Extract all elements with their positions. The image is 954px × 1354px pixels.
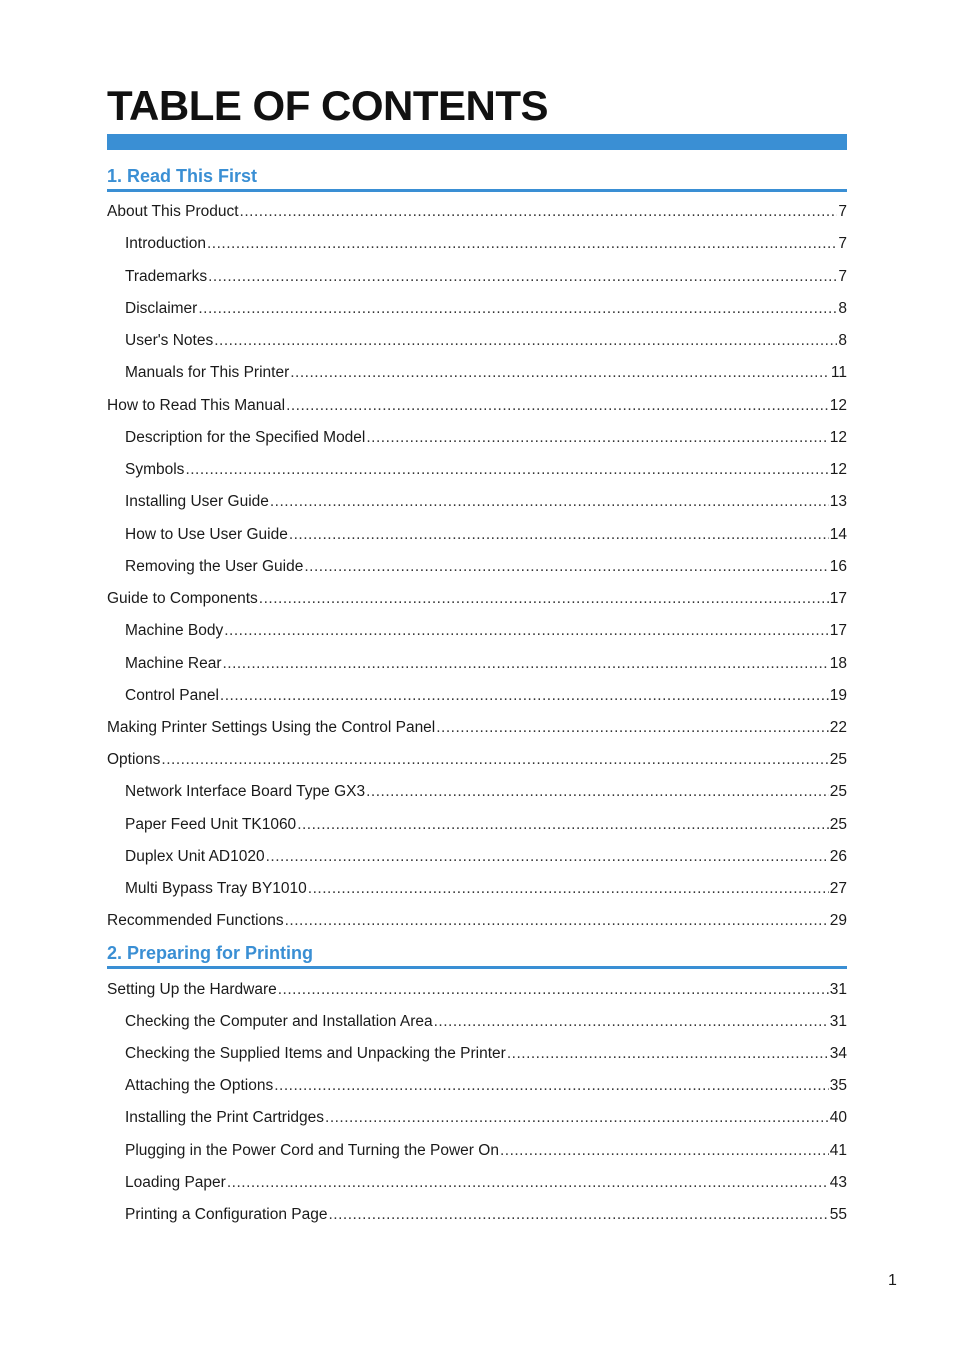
toc-entry-label: Machine Body [125,622,224,639]
toc-entry[interactable] [125,620,847,642]
dot-leader [208,266,837,288]
dot-leader [325,1107,829,1129]
toc-entry[interactable] [125,556,847,578]
toc-entry-label: Introduction [125,235,206,252]
toc-entry[interactable] [125,298,847,320]
toc-entry-label: Machine Rear [125,655,222,672]
toc-entry-label: Installing User Guide [125,493,269,510]
toc-entry-page: 8 [838,332,847,349]
toc-entry-label: Guide to Components [107,590,258,607]
toc-entry-page: 26 [829,848,847,865]
dot-leader [224,620,829,642]
toc-entry-label: Printing a Configuration Page [125,1206,328,1223]
toc-entry-label: User's Notes [125,332,214,349]
toc-entry[interactable] [125,685,847,707]
toc-entry[interactable] [125,1075,847,1097]
toc-entry[interactable] [107,395,847,417]
dot-leader [304,556,828,578]
dot-leader [198,298,837,320]
dot-leader [329,1204,829,1226]
dot-leader [274,1075,829,1097]
toc-entry-page: 11 [830,364,847,381]
toc-entry-page: 17 [829,622,847,639]
section-divider [107,189,847,192]
toc-entry[interactable] [125,491,847,513]
section-title[interactable]: 1. Read This First [107,166,258,186]
toc-entry-page: 14 [829,526,847,543]
toc-entry-page: 13 [829,493,847,510]
toc-entry[interactable] [125,233,847,255]
dot-leader [227,1172,829,1194]
dot-leader [308,878,829,900]
toc-entry[interactable] [125,846,847,868]
toc-entry-page: 29 [829,912,847,929]
toc-entry-label: Checking the Supplied Items and Unpacking the Printer [125,1045,506,1062]
dot-leader [507,1043,829,1065]
toc-entry[interactable] [125,459,847,481]
toc-entry[interactable] [107,910,847,932]
dot-leader [270,491,829,513]
dot-leader [266,846,829,868]
page-number: 1 [888,1272,897,1289]
toc-entry-page: 40 [829,1109,847,1126]
dot-leader [286,395,829,417]
toc-entry-page: 7 [838,268,847,285]
toc-entry-label: How to Use User Guide [125,526,288,543]
toc-entry[interactable] [107,201,847,223]
toc-entry[interactable] [125,1140,847,1162]
toc-entry-page: 43 [829,1174,847,1191]
toc-entry-label: Duplex Unit AD1020 [125,848,265,865]
dot-leader [214,330,837,352]
toc-entry-label: Removing the User Guide [125,558,304,575]
section-divider [107,966,847,969]
toc-entry-page: 7 [838,235,847,252]
toc-entry-label: Checking the Computer and Installation Area [125,1013,433,1030]
dot-leader [434,1011,829,1033]
dot-leader [285,910,829,932]
toc-entry[interactable] [125,524,847,546]
toc-entry-page: 31 [829,981,847,998]
toc-entry[interactable] [107,749,847,771]
toc-entry-page: 19 [829,687,847,704]
dot-leader [436,717,829,739]
section-header-1 [107,163,847,192]
toc-entry[interactable] [125,781,847,803]
toc-entry-page: 25 [829,816,847,833]
toc-entry-page: 55 [829,1206,847,1223]
toc-entry-label: Disclaimer [125,300,198,317]
toc-entry-page: 22 [829,719,847,736]
toc-entry[interactable] [125,878,847,900]
dot-leader [220,685,829,707]
toc-entry-label: Recommended Functions [107,912,284,929]
toc-entry-page: 17 [829,590,847,607]
toc-entry-page: 18 [829,655,847,672]
toc-entry[interactable] [125,1043,847,1065]
toc-entry[interactable] [107,979,847,1001]
dot-leader [290,362,830,384]
toc-entry[interactable] [125,653,847,675]
toc-entry-page: 35 [829,1077,847,1094]
toc-entry[interactable] [125,1011,847,1033]
toc-entry-label: Symbols [125,461,185,478]
toc-entry-page: 12 [829,429,847,446]
toc-entry-label: Description for the Specified Model [125,429,366,446]
toc-entry-label: Loading Paper [125,1174,226,1191]
toc-entry-label: Trademarks [125,268,208,285]
toc-entry[interactable] [125,814,847,836]
toc-entry-label: Paper Feed Unit TK1060 [125,816,297,833]
toc-entry-label: Manuals for This Printer [125,364,290,381]
dot-leader [366,427,828,449]
toc-entry-page: 16 [829,558,847,575]
toc-entry[interactable] [107,717,847,739]
dot-leader [289,524,829,546]
toc-entry-page: 31 [829,1013,847,1030]
dot-leader [161,749,828,771]
toc-entry-label: Control Panel [125,687,219,704]
toc-entry-page: 41 [829,1142,847,1159]
toc-entry-label: Plugging in the Power Cord and Turning the Power On [125,1142,499,1159]
dot-leader [366,781,829,803]
dot-leader [207,233,837,255]
toc-entry[interactable] [125,427,847,449]
toc-entry-page: 7 [838,203,847,220]
page-title: TABLE OF CONTENTS [107,82,549,129]
toc-entry-label: Network Interface Board Type GX3 [125,783,366,800]
dot-leader [185,459,828,481]
toc-entry-page: 8 [838,300,847,317]
toc-entry[interactable] [125,1107,847,1129]
title-underline-bar [107,134,847,150]
section-header-2 [107,940,847,969]
toc-entry-label: Attaching the Options [125,1077,274,1094]
toc-entry[interactable] [125,330,847,352]
toc-entry-label: Options [107,751,161,768]
dot-leader [240,201,838,223]
section-title[interactable]: 2. Preparing for Printing [107,943,314,963]
dot-leader [297,814,829,836]
toc-entry-label: About This Product [107,203,239,220]
toc-entry-label: Making Printer Settings Using the Control Panel [107,719,436,736]
dot-leader [500,1140,829,1162]
toc-entry[interactable] [125,1204,847,1226]
toc-entry-label: Installing the Print Cartridges [125,1109,325,1126]
toc-entry[interactable] [125,362,847,384]
toc-entry-label: Multi Bypass Tray BY1010 [125,880,307,897]
toc-entry-page: 12 [829,397,847,414]
toc-entry-label: Setting Up the Hardware [107,981,277,998]
toc-entry[interactable] [107,588,847,610]
dot-leader [259,588,829,610]
toc-entry-label: How to Read This Manual [107,397,286,414]
dot-leader [278,979,829,1001]
toc-entry-page: 34 [829,1045,847,1062]
toc-entry-page: 25 [829,751,847,768]
toc-entry[interactable] [125,1172,847,1194]
toc-entry-page: 27 [829,880,847,897]
toc-entry-page: 12 [829,461,847,478]
toc-entry-page: 25 [829,783,847,800]
toc-entry[interactable] [125,266,847,288]
dot-leader [223,653,829,675]
